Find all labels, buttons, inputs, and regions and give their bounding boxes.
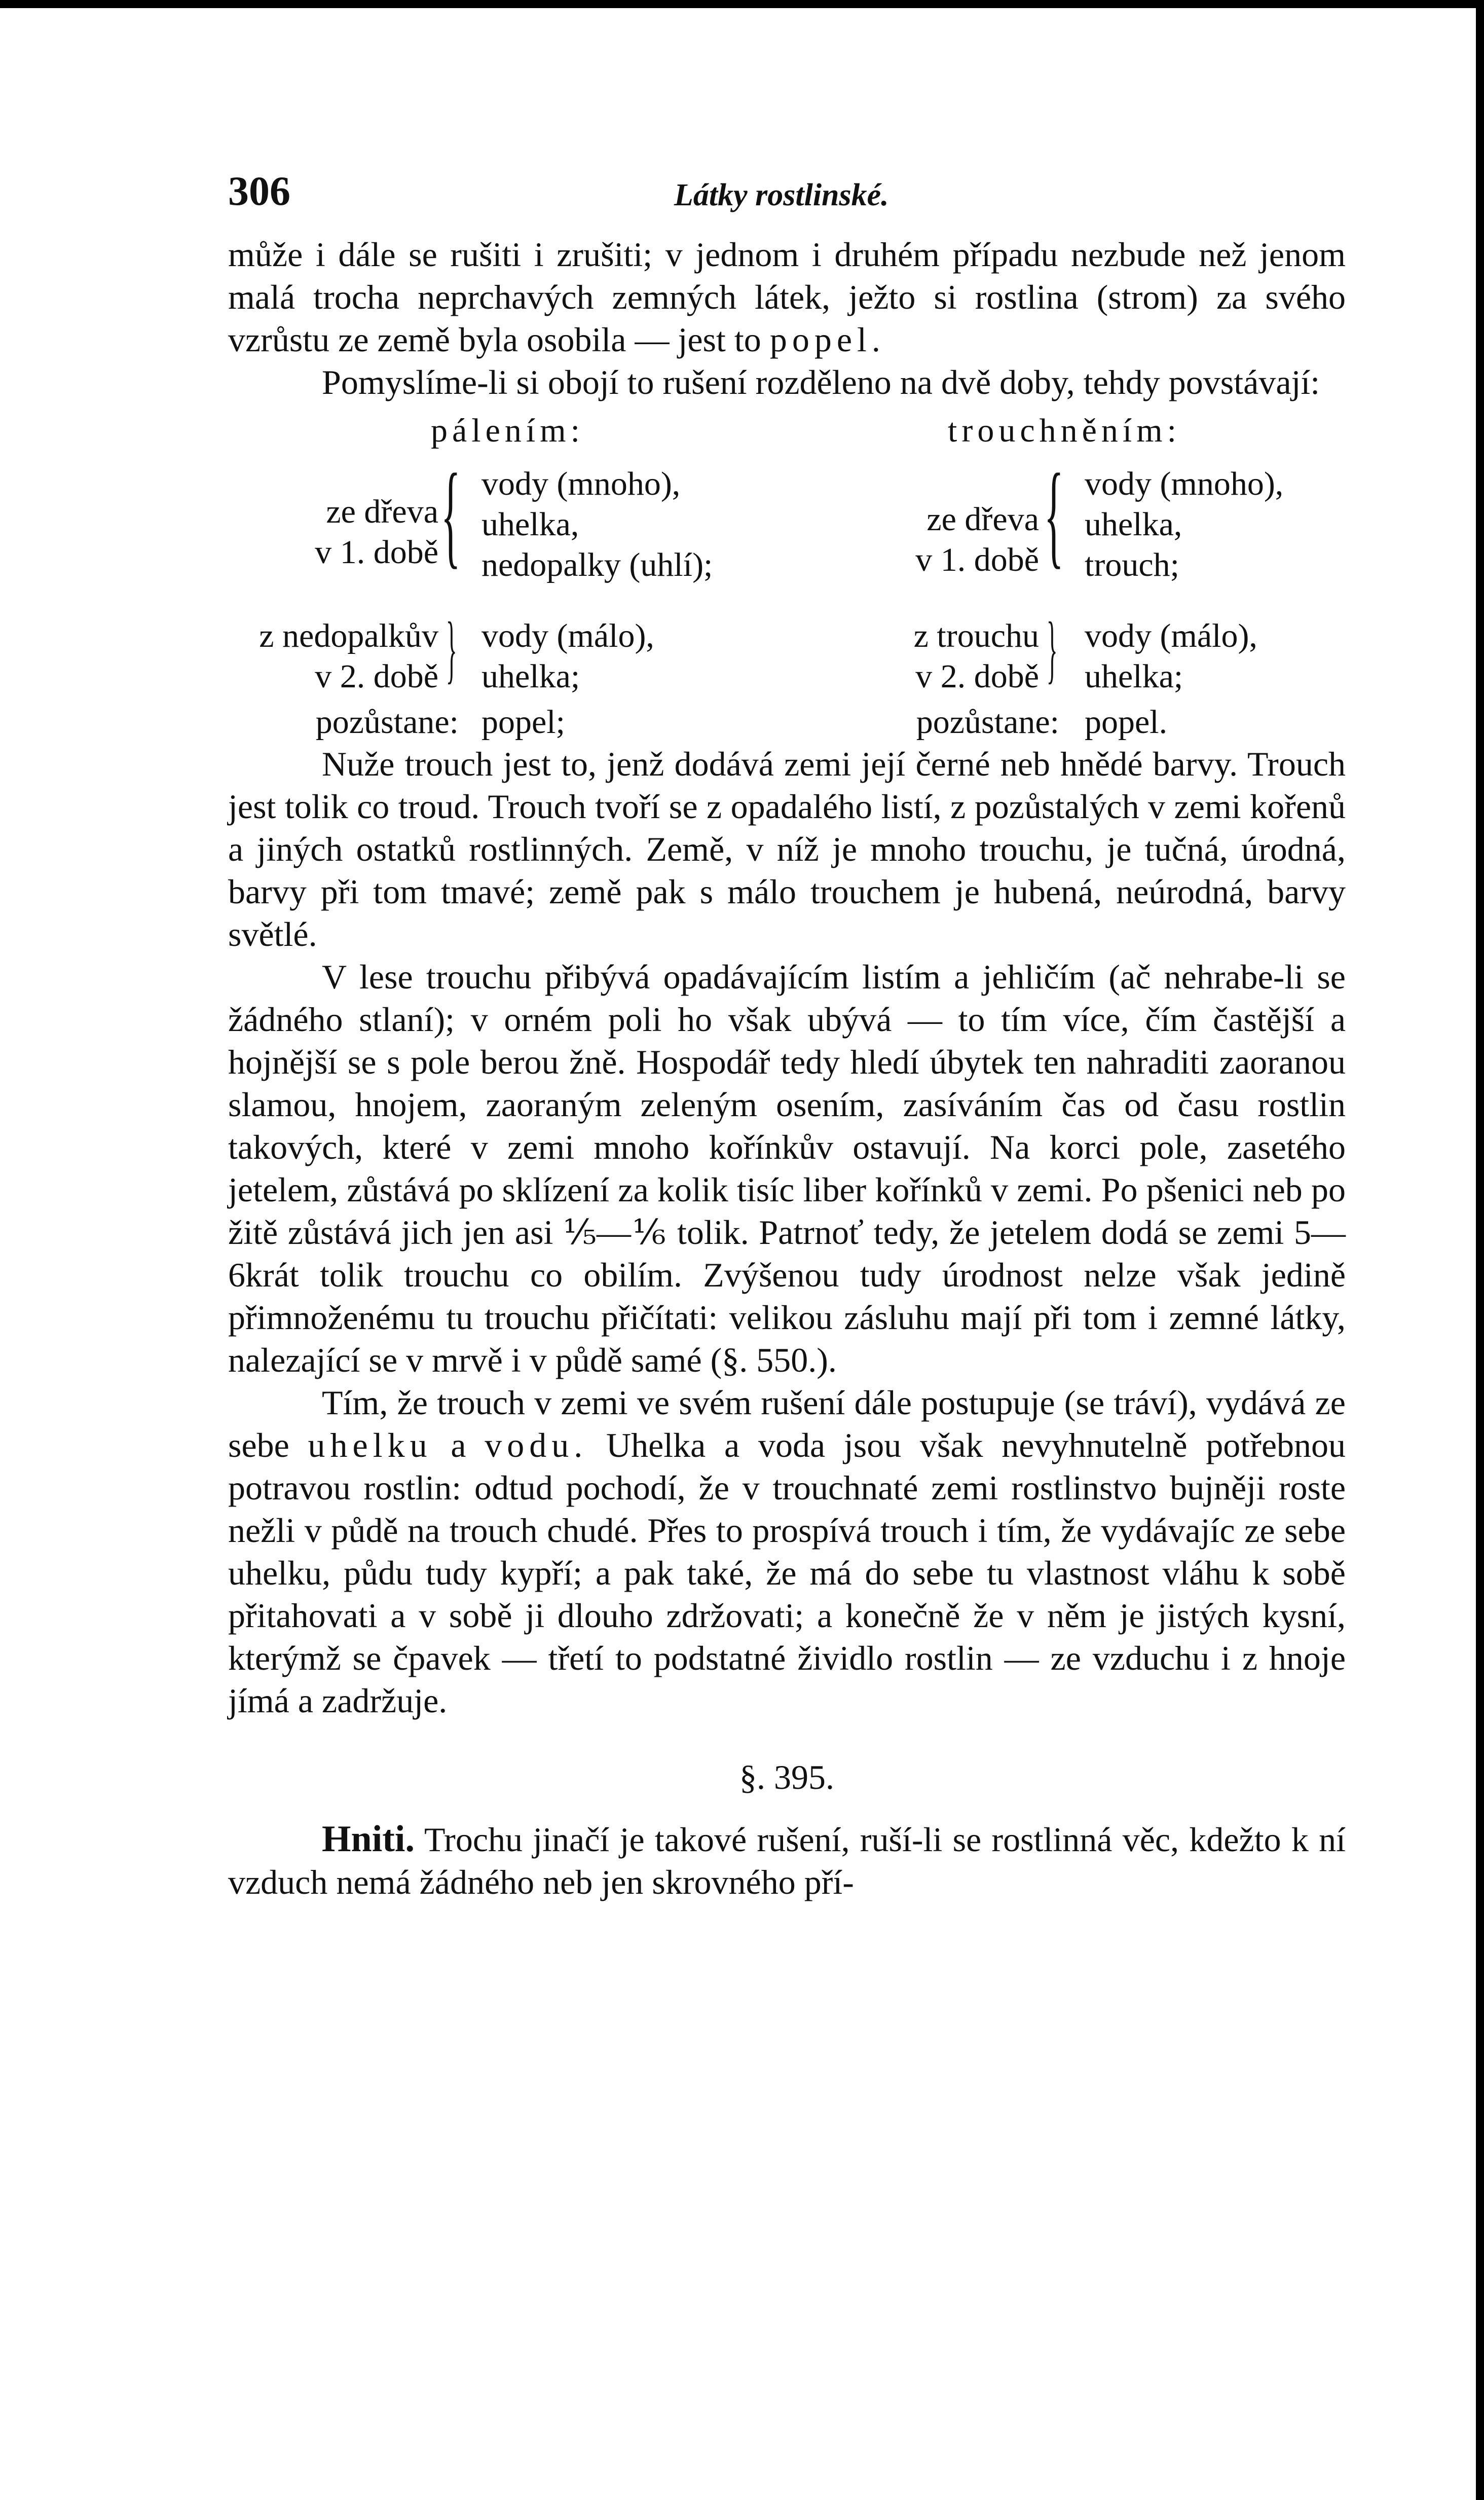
paragraph-3: Nuže trouch jest to, jenž dodává zemi její černé neb hnědé barvy. Trouch jest tolik co troud. Trouch tvoří se z opadalého listí, z pozůstalých v zemi kořenů a jiných ostatků rostlinných. Země, v níž je mnoho trouchu, je tučná, úrodná, barvy při tom tmavé; země pak s málo trouchem je hubená, neúrodná, barvy světlé.	[228, 745, 1346, 953]
emphasis-uhelku: uhelku	[308, 1426, 432, 1464]
emphasis-popel: popel.	[769, 320, 885, 359]
book-page	[228, 167, 1346, 1903]
paragraph-4: V lese trouchu přibývá opadávajícím listím a jehličím (ač nehrabe-li se žádného stlaní); v orném poli ho však ubývá — to tím více, čím častější a hojnější se s pole berou žně. Hospodář tedy hledí úbytek ten nahraditi zaoranou slamou, hnojem, zaoraným zeleným osením, zasíváním čas od času rostlin takových, které v zemi mnoho kořínkův ostavují. Na korci pole, zasetého jetelem, zůstává po sklízení za kolik tisíc liber kořínků v zemi. Po pšenici neb po žitě zůstává jich jen asi ⅕—⅙ tolik. Patrnoť tedy, že jetelem dodá se zemi 5—6krát tolik trouchu co obilím. Zvýšenou tudy úrodnost nelze však jedině přimnoženému tu trouchu přičítati: velikou zásluhu mají při tom i zemné látky, nalezající se v mrvě i v půdě samé (§. 550.).	[228, 958, 1346, 1379]
emphasis-vodu: vodu.	[485, 1426, 588, 1464]
left-stage2-label-1: z nedopalkův	[259, 617, 438, 654]
paragraph-5-text-a: Tím, že trouch v zemi ve svém rušení dále postupuje (se tráví), vydává ze sebe	[228, 1383, 1346, 1464]
paragraph-1-text: může i dále se rušiti i zrušiti; v jednom i druhém případu nezbude než jenom malá trocha neprchavých zemných látek, ježto si rostlina (strom) za svého vzrůstu ze země byla osobila — jest to	[228, 235, 1346, 359]
left-heading: pálením:	[431, 412, 584, 449]
right-heading: trouchněním:	[948, 412, 1181, 449]
paragraph-6-text: Trochu jinačí je takové rušení, ruší-li se rostlinná věc, kdežto k ní vzduch nemá žádného neb jen skrovného pří-	[228, 1820, 1346, 1901]
left-stage1-label-1: ze dřeva	[326, 493, 438, 530]
left-stage1-brace: {	[441, 450, 461, 579]
paragraph-5	[228, 1381, 1346, 1722]
paragraph-1	[228, 233, 1346, 361]
left-stage2-item-2: uhelka;	[481, 658, 580, 695]
right-stage1-label-2: v 1. době	[915, 541, 1039, 578]
left-residue-value: popel;	[481, 704, 565, 741]
running-title: Látky rostlinské.	[674, 178, 889, 212]
right-stage1-item-3: trouch;	[1085, 546, 1179, 583]
right-residue-value: popel.	[1085, 704, 1168, 741]
paragraph-5-text-c: Uhelka a voda jsou však nevyhnutelně potřebnou potravou rostlin: odtud pochodí, že v trouchnaté zemi rostlinstvo bujněji roste nežli v půdě na trouch chudé. Přes to prospívá trouch i tím, že vydávajíc ze sebe uhelku, půdu tudy kypří; a pak také, že má do sebe tu vlastnost vláhu k sobě přitahovati a v sobě ji dlouho zdržovati; a konečně že v něm je jistých kysní, kterýmž se čpavek — třetí to podstatné žividlo rostlin — ze vzduchu i z hnoje jímá a zadržuje.	[228, 1426, 1346, 1720]
left-stage1-item-1: vody (mnoho),	[481, 465, 681, 502]
right-stage2-item-2: uhelka;	[1085, 658, 1183, 695]
page-number: 306	[228, 168, 290, 214]
left-stage1-item-3: nedopalky (uhlí);	[481, 546, 713, 583]
left-residue-label: pozůstane:	[315, 704, 459, 741]
left-stage2-item-1: vody (málo),	[481, 617, 654, 654]
scan-border-top	[0, 0, 1484, 8]
right-stage1-label-1: ze dřeva	[926, 501, 1039, 538]
right-stage1-item-1: vody (mnoho),	[1085, 465, 1284, 502]
right-residue-label: pozůstane:	[916, 704, 1059, 741]
right-stage1-brace: {	[1044, 450, 1064, 579]
left-stage1-label-2: v 1. době	[315, 534, 438, 571]
page-header	[228, 167, 1346, 233]
right-stage2-brace: }	[1047, 607, 1058, 691]
left-stage1-item-2: uhelka,	[481, 506, 579, 543]
left-stage2-label-2: v 2. době	[315, 658, 438, 695]
paragraph-2: Pomyslíme-li si obojí to rušení rozděleno na dvě doby, tehdy povstávají:	[322, 363, 1320, 401]
paragraph-6	[228, 1818, 1346, 1903]
paragraph-5-text-b: a	[451, 1426, 466, 1464]
section-number: §. 395.	[739, 1758, 834, 1796]
scan-border-right	[1476, 0, 1484, 2500]
paragraph-6-lead: Hniti.	[322, 1818, 415, 1860]
right-stage2-label-1: z trouchu	[913, 617, 1039, 654]
decomposition-scheme	[228, 411, 1346, 741]
right-stage1-item-2: uhelka,	[1085, 506, 1182, 543]
left-stage2-brace: }	[446, 607, 457, 691]
right-stage2-item-1: vody (málo),	[1085, 617, 1257, 654]
right-stage2-label-2: v 2. době	[915, 658, 1039, 695]
